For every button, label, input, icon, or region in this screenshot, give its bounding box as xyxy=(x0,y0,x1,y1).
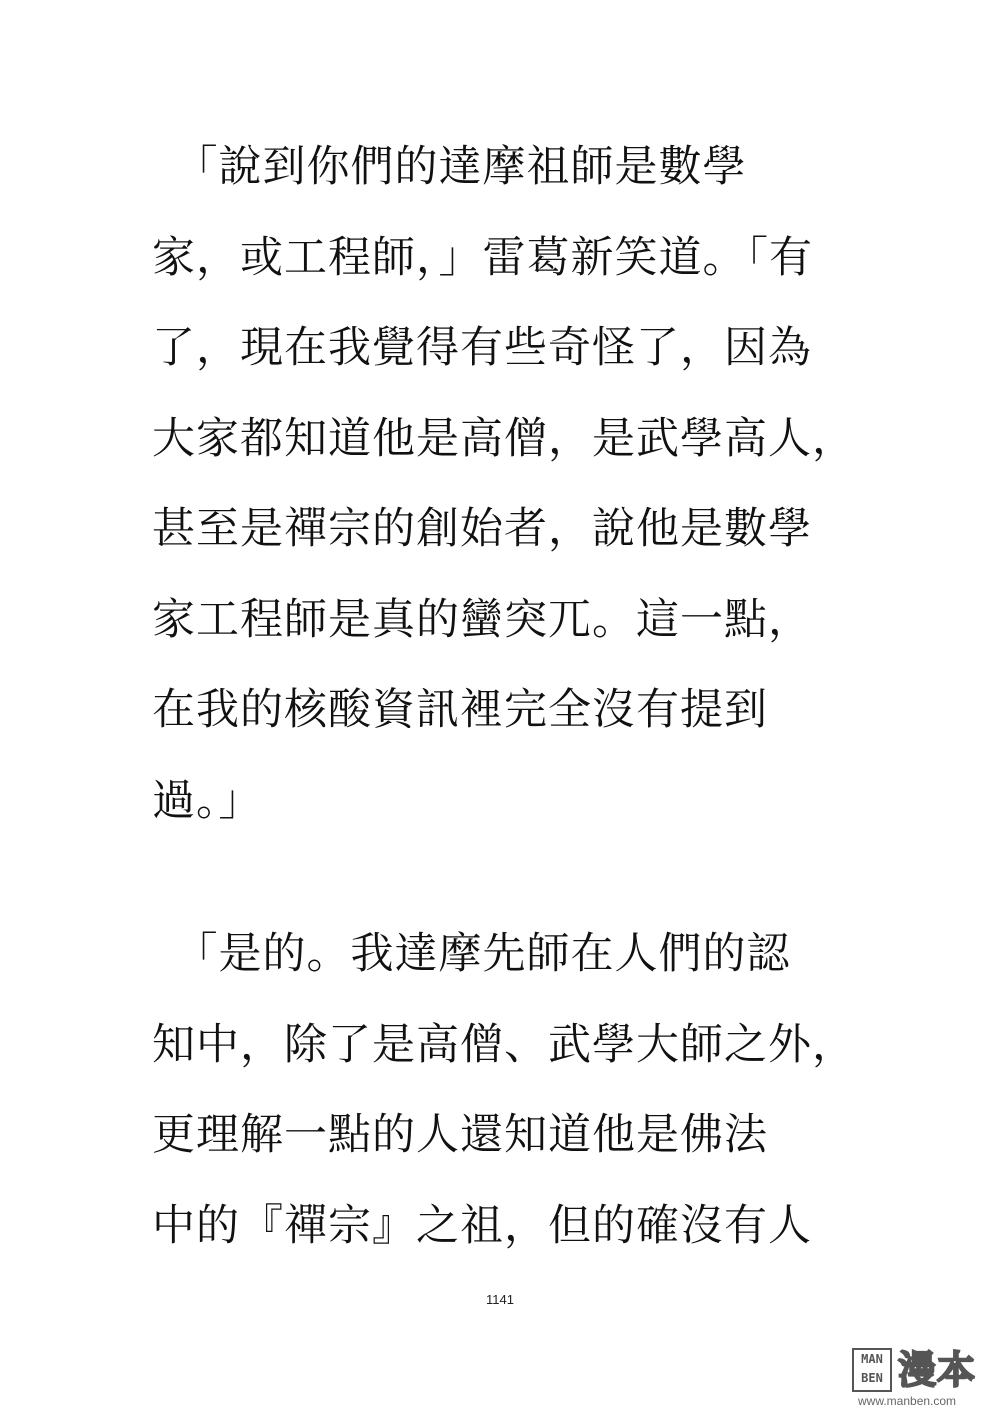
text-line: 知中，除了是高僧、武學大師之外， xyxy=(152,1020,856,1070)
text-line: 在我的核酸資訊裡完全沒有提到 xyxy=(152,685,768,735)
text-line: 大家都知道他是高僧，是武學高人， xyxy=(152,414,856,464)
text-line: 中的『禪宗』之祖，但的確沒有人 xyxy=(152,1201,812,1251)
text-line: 了，現在我覺得有些奇怪了，因為 xyxy=(152,323,812,373)
page-number: 1141 xyxy=(486,1292,514,1307)
text-line: 甚至是禪宗的創始者，說他是數學 xyxy=(152,504,812,554)
text-line: 家工程師是真的蠻突兀。這一點， xyxy=(152,595,812,645)
text-line: 「是的。我達摩先師在人們的認 xyxy=(152,929,791,979)
manben-logo-icon xyxy=(852,1348,892,1392)
text-line: 「說到你們的達摩祖師是數學 xyxy=(152,142,747,192)
text-line: 家，或工程師，」雷葛新笑道。「有 xyxy=(152,233,813,283)
text-line: 過。」 xyxy=(152,776,263,826)
text-line: 更理解一點的人還知道他是佛法 xyxy=(152,1110,768,1160)
logo-top-text: MAN xyxy=(861,1352,883,1366)
logo-bottom-text: BEN xyxy=(861,1371,883,1385)
watermark-url: www.manben.com xyxy=(858,1394,957,1408)
watermark-brand: 漫本 xyxy=(898,1348,977,1392)
watermark xyxy=(852,1346,992,1410)
